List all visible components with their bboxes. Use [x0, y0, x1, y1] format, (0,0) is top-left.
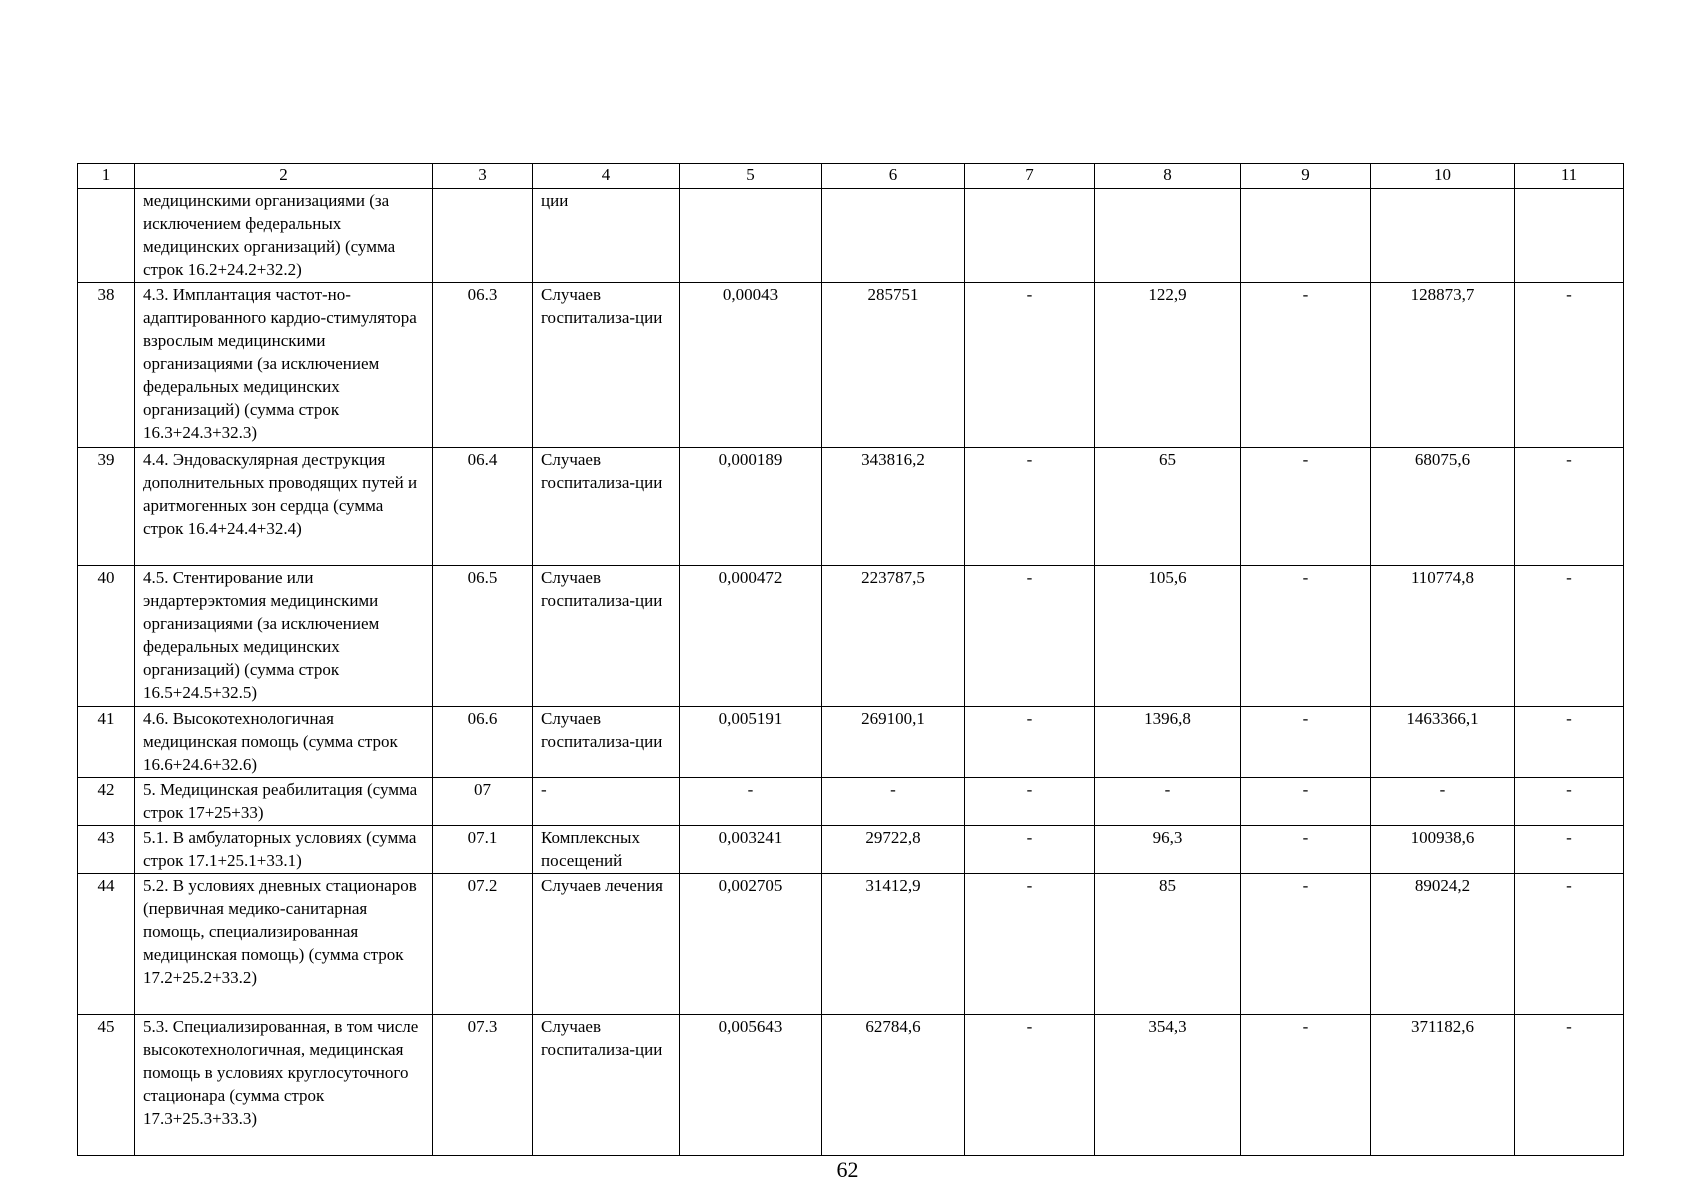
value-col8-cell: 122,9 — [1095, 283, 1241, 448]
line-code-cell: 06.3 — [433, 283, 533, 448]
header-cell: 5 — [680, 164, 822, 189]
value-col6-cell: 269100,1 — [822, 707, 965, 778]
indicator-name-cell: 4.3. Имплантация частот-но-адаптированного кардио-стимулятора взрослым медицинскими организациями (за исключением федеральных медицинских организаций) (сумма строк 16.3+24.3+32.3) — [135, 283, 433, 448]
value-col7-cell: - — [965, 1015, 1095, 1156]
page-number: 62 — [836, 1157, 859, 1182]
value-col6-cell: 29722,8 — [822, 826, 965, 874]
row-number-cell — [78, 189, 135, 283]
value-col8-cell: 354,3 — [1095, 1015, 1241, 1156]
unit-cell: Случаев госпитализа-ции — [533, 1015, 680, 1156]
value-col9-cell: - — [1241, 874, 1371, 1015]
indicator-name-cell: 4.5. Стентирование или эндартерэктомия медицинскими организациями (за исключением федеральных медицинских организаций) (сумма строк 16.5+24.5+32.5) — [135, 566, 433, 707]
value-col9-cell: - — [1241, 826, 1371, 874]
value-col5-cell: 0,005643 — [680, 1015, 822, 1156]
unit-cell: ции — [533, 189, 680, 283]
value-col5-cell: 0,005191 — [680, 707, 822, 778]
value-col5-cell: 0,000472 — [680, 566, 822, 707]
header-cell: 3 — [433, 164, 533, 189]
row-number-cell: 40 — [78, 566, 135, 707]
table-row — [78, 778, 1624, 826]
value-col8-cell: - — [1095, 778, 1241, 826]
value-col7-cell: - — [965, 826, 1095, 874]
value-col9-cell — [1241, 189, 1371, 283]
value-col8-cell: 1396,8 — [1095, 707, 1241, 778]
value-col10-cell: 89024,2 — [1371, 874, 1515, 1015]
value-col7-cell: - — [965, 707, 1095, 778]
value-col11-cell: - — [1515, 1015, 1624, 1156]
line-code-cell: 06.5 — [433, 566, 533, 707]
header-cell: 1 — [78, 164, 135, 189]
value-col11-cell: - — [1515, 707, 1624, 778]
value-col11-cell: - — [1515, 778, 1624, 826]
indicator-name-cell: 4.4. Эндоваскулярная деструкция дополнительных проводящих путей и аритмогенных зон сердца (сумма строк 16.4+24.4+32.4) — [135, 448, 433, 566]
table-body — [78, 189, 1624, 1156]
indicator-name-cell: 4.6. Высокотехнологичная медицинская помощь (сумма строк 16.6+24.6+32.6) — [135, 707, 433, 778]
value-col8-cell: 85 — [1095, 874, 1241, 1015]
unit-cell: - — [533, 778, 680, 826]
value-col9-cell: - — [1241, 778, 1371, 826]
header-cell: 11 — [1515, 164, 1624, 189]
indicator-name-cell: 5.2. В условиях дневных стационаров (первичная медико-санитарная помощь, специализированная медицинская помощь) (сумма строк 17.2+25.2+33.2) — [135, 874, 433, 1015]
value-col11-cell: - — [1515, 826, 1624, 874]
header-cell: 10 — [1371, 164, 1515, 189]
row-number-cell: 41 — [78, 707, 135, 778]
value-col8-cell: 65 — [1095, 448, 1241, 566]
indicator-name-cell: 5. Медицинская реабилитация (сумма строк 17+25+33) — [135, 778, 433, 826]
value-col5-cell — [680, 189, 822, 283]
value-col10-cell: 100938,6 — [1371, 826, 1515, 874]
table-row — [78, 1015, 1624, 1156]
unit-cell: Случаев госпитализа-ции — [533, 707, 680, 778]
value-col7-cell: - — [965, 778, 1095, 826]
value-col10-cell: 371182,6 — [1371, 1015, 1515, 1156]
row-number-cell: 45 — [78, 1015, 135, 1156]
value-col6-cell: - — [822, 778, 965, 826]
value-col7-cell — [965, 189, 1095, 283]
row-number-cell: 39 — [78, 448, 135, 566]
table-row — [78, 707, 1624, 778]
row-number-cell: 38 — [78, 283, 135, 448]
value-col11-cell: - — [1515, 874, 1624, 1015]
unit-cell: Случаев госпитализа-ции — [533, 566, 680, 707]
value-col7-cell: - — [965, 566, 1095, 707]
header-cell: 6 — [822, 164, 965, 189]
value-col9-cell: - — [1241, 566, 1371, 707]
value-col6-cell: 62784,6 — [822, 1015, 965, 1156]
value-col6-cell: 285751 — [822, 283, 965, 448]
value-col5-cell: 0,003241 — [680, 826, 822, 874]
value-col6-cell: 223787,5 — [822, 566, 965, 707]
unit-cell: Случаев лечения — [533, 874, 680, 1015]
value-col11-cell: - — [1515, 448, 1624, 566]
line-code-cell — [433, 189, 533, 283]
unit-cell: Случаев госпитализа-ции — [533, 448, 680, 566]
table-row — [78, 566, 1624, 707]
table-row — [78, 826, 1624, 874]
value-col6-cell: 31412,9 — [822, 874, 965, 1015]
indicator-name-cell: 5.3. Специализированная, в том числе высокотехнологичная, медицинская помощь в условиях круглосуточного стационара (сумма строк 17.3+25.3+33.3) — [135, 1015, 433, 1156]
row-number-cell: 43 — [78, 826, 135, 874]
line-code-cell: 07.3 — [433, 1015, 533, 1156]
value-col7-cell: - — [965, 283, 1095, 448]
line-code-cell: 07.1 — [433, 826, 533, 874]
header-row — [78, 164, 1624, 189]
value-col7-cell: - — [965, 448, 1095, 566]
value-col8-cell: 105,6 — [1095, 566, 1241, 707]
table-row — [78, 448, 1624, 566]
line-code-cell: 07 — [433, 778, 533, 826]
line-code-cell: 06.4 — [433, 448, 533, 566]
row-number-cell: 44 — [78, 874, 135, 1015]
value-col5-cell: - — [680, 778, 822, 826]
value-col10-cell — [1371, 189, 1515, 283]
header-cell: 7 — [965, 164, 1095, 189]
header-cell: 8 — [1095, 164, 1241, 189]
value-col6-cell: 343816,2 — [822, 448, 965, 566]
unit-cell: Комплексных посещений — [533, 826, 680, 874]
value-col5-cell: 0,00043 — [680, 283, 822, 448]
table-row — [78, 189, 1624, 283]
value-col11-cell: - — [1515, 566, 1624, 707]
line-code-cell: 06.6 — [433, 707, 533, 778]
value-col8-cell — [1095, 189, 1241, 283]
row-number-cell: 42 — [78, 778, 135, 826]
value-col5-cell: 0,002705 — [680, 874, 822, 1015]
value-col9-cell: - — [1241, 707, 1371, 778]
value-col10-cell: - — [1371, 778, 1515, 826]
value-col10-cell: 68075,6 — [1371, 448, 1515, 566]
line-code-cell: 07.2 — [433, 874, 533, 1015]
indicator-name-cell: медицинскими организациями (за исключением федеральных медицинских организаций) (сумма строк 16.2+24.2+32.2) — [135, 189, 433, 283]
value-col8-cell: 96,3 — [1095, 826, 1241, 874]
header-cell: 2 — [135, 164, 433, 189]
value-col9-cell: - — [1241, 1015, 1371, 1156]
value-col5-cell: 0,000189 — [680, 448, 822, 566]
value-col9-cell: - — [1241, 283, 1371, 448]
value-col9-cell: - — [1241, 448, 1371, 566]
value-col6-cell — [822, 189, 965, 283]
header-cell: 4 — [533, 164, 680, 189]
value-col11-cell: - — [1515, 283, 1624, 448]
header-cell: 9 — [1241, 164, 1371, 189]
data-table — [77, 163, 1624, 1156]
table-row — [78, 874, 1624, 1015]
indicator-name-cell: 5.1. В амбулаторных условиях (сумма строк 17.1+25.1+33.1) — [135, 826, 433, 874]
value-col10-cell: 110774,8 — [1371, 566, 1515, 707]
value-col11-cell — [1515, 189, 1624, 283]
value-col10-cell: 1463366,1 — [1371, 707, 1515, 778]
value-col10-cell: 128873,7 — [1371, 283, 1515, 448]
unit-cell: Случаев госпитализа-ции — [533, 283, 680, 448]
table-row — [78, 283, 1624, 448]
value-col7-cell: - — [965, 874, 1095, 1015]
